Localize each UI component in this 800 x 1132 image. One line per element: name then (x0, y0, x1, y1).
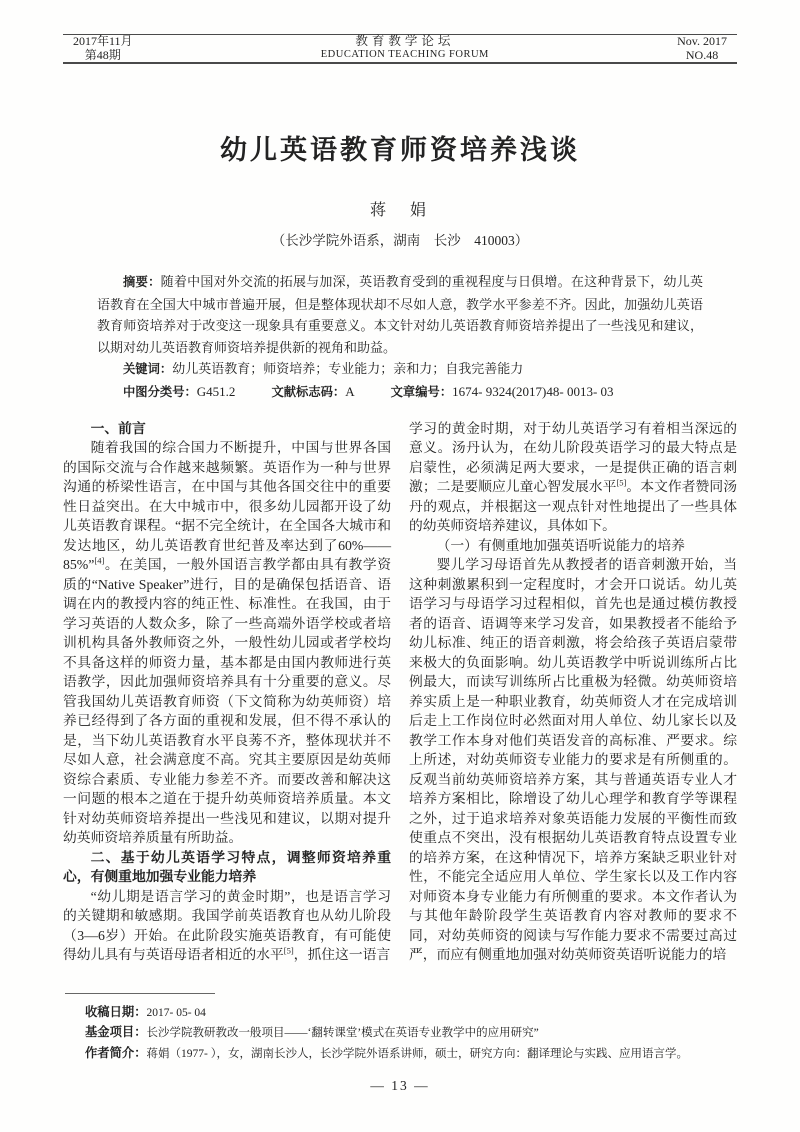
header-issue-en (677, 34, 727, 62)
journal-title-en: EDUCATION TEACHING FORUM (320, 49, 489, 60)
header-issue-cn (73, 34, 133, 62)
journal-header (63, 34, 737, 64)
header-date-en: Nov. 2017 (677, 34, 727, 48)
section-2-text-a: “幼儿期是语言学习的黄金时期”，也是语言学习的关键期和敏感期。我国学前英语教育也从幼儿阶段（3—6岁）开始。在此阶段实施英语教育，有可能使得幼儿具有与英语母语者相近的水平 (63, 888, 391, 963)
fund-project-label: 基金项目： (85, 1025, 147, 1040)
author-affiliation: （长沙学院外语系，湖南 长沙 410003） (271, 233, 529, 248)
journal-title-block (321, 34, 489, 62)
left-column (63, 419, 391, 977)
footnote-bio (85, 1044, 737, 1065)
article-id-label: 文章编号： (390, 384, 453, 399)
section-1-text-a: 随着我国的综合国力不断提升，中国与世界各国的国际交流与合作越来越频繁。英语作为一种与世界沟通的桥梁性语言，在中国与其他各国交往中的重要性日益突出。在大中城市中，很多幼儿园都开设了幼儿英语教育课程。“据不完全统计，在全国各大城市和发达地区，幼儿英语教育世纪普及率达到了60%——85%” (63, 440, 391, 573)
author-name: 蒋 娟 (369, 202, 430, 219)
page-number: — 13 — (370, 1078, 430, 1094)
citation-mark: [4] (94, 555, 105, 566)
header-issue-number-en: NO.48 (685, 48, 719, 62)
clc-label: 中图分类号： (123, 384, 197, 399)
doc-code-value: A (345, 383, 355, 399)
article-title: 幼儿英语教育师资培养浅谈 (220, 135, 580, 165)
abstract-paragraph (97, 271, 703, 358)
section-1-paragraph (63, 438, 391, 848)
section-2-text-b: ，抓住这一语言 (293, 947, 391, 963)
footnote-fund (85, 1023, 737, 1044)
footnote-divider (65, 993, 215, 994)
clc-value: G451.2 (196, 383, 236, 399)
continued-text-b: 。本文作者赞同汤丹的观点，并根据这一观点针对性地提出了一些具体的幼英师资培养建议，具体如下。 (409, 479, 738, 534)
author-bio-value: 蒋娟（1977- ），女，湖南长沙人，长沙学院外语系讲师，硕士，研究方向：翻译理论与实践、应用语言学。 (146, 1047, 688, 1060)
doc-code-pair (271, 384, 354, 399)
journal-title-cn: 教育教学论坛 (355, 34, 455, 48)
subsection-paragraph: 婴儿学习母语首先从教授者的语音刺激开始，当这种刺激累积到一定程度时，才会开口说话。幼儿英语学习与母语学习过程相似，首先也是通过模仿教授者的语音、语调等来学习发音，如果教授者不能给予幼儿标准、纯正的语音刺激，将会给孩子英语启蒙带来极大的负面影响。幼儿英语教学中听说训练所占比例最大，而读写训练所占比重极为轻微。幼英师资培养实质上是一种职业教育，幼英师资人才在完成培训后走上工作岗位时必然面对用人单位、幼儿家长以及教学工作本身对他们英语发音的高标准、严要求。综上所述，对幼英师资专业能力的要求是有所侧重的。反观当前幼英师资培养方案，其与普通英语专业人才培养方案相比，除增设了幼儿心理学和教育学等课程之外，过于追求培养对象英语能力发展的平衡性而致使重点不突出，没有根据幼儿英语教育特点设置专业的培养方案，在这种情况下，培养方案缺乏职业针对性，不能完全适应用人单位、学生家长以及工作内容对师资本身专业能力有所侧重的要求。本文作者认为与其他年龄阶段学生英语教育内容对教师的要求不同，对幼英师资的阅读与写作能力要求不需要过高过严，而应有侧重地加强对幼英师资英语听说能力的培 (409, 557, 737, 963)
abstract-label: 摘要： (123, 275, 161, 289)
fund-project-value: 长沙学院教研教改一般项目——‘翻转课堂’模式在英语专业教学中的应用研究” (146, 1027, 539, 1040)
citation-mark: [5] (283, 945, 294, 956)
header-issue-number-cn: 第48期 (84, 48, 121, 62)
subsection-heading-1: （一）有侧重地加强英语听说能力的培养 (436, 537, 685, 553)
section-1-text-b: 。在美国，一般外国语言教学都由具有教学资质的“Native Speaker”进行，目的是确保包括语音、语调在内的教授内容的纯正性、标准性。在我国，由于学习英语的人数众多，除了一些高端外语学校或者培训机构具备外教师资之外，一般性幼儿园或者学校均不具备这样的师资力量，基本都是由国内教师进行英语教学，因此加强师资培养具有十分重要的意义。尽管我国幼儿英语教育师资（下文简称为幼英师资）培养已经得到了各方面的重视和发展，但不得不承认的是，当下幼儿英语教育水平良莠不齐，整体现状并不尽如人意，社会满意度不高。究其主要原因是幼英师资综合素质、专业能力参差不齐。而要改善和解决这一问题的根本之道在于提升幼英师资培养质量。本文针对幼英师资培养提出一些浅见和建议，以期对提升幼英师资培养质量有所助益。 (63, 557, 391, 846)
section-heading-2: 二、基于幼儿英语学习特点，调整师资培养重心，有侧重地加强专业能力培养 (63, 849, 391, 885)
received-date-value: 2017- 05- 04 (146, 1006, 206, 1019)
classification-line (97, 381, 703, 404)
abstract-text: 随着中国对外交流的拓展与加深，英语教育受到的重视程度与日俱增。在这种背景下，幼儿英语教育在全国大中城市普遍开展，但是整体现状却不尽如人意，教学水平参差不齐。因此，加强幼儿英语教育师资培养对于改变这一现象具有重要意义。本文针对幼儿英语教育师资培养提出了一些浅见和建议，以期对幼儿英语教育师资培养提供新的视角和助益。 (97, 274, 703, 355)
keywords-text: 幼儿英语教育；师资培养；专业能力；亲和力；自我完善能力 (172, 361, 524, 377)
continued-text-a: 学习的黄金时期，对于幼儿英语学习有着相当深远的意义。汤丹认为，在幼儿阶段英语学习的最大特点是启蒙性，必须满足两大要求，一是提供正确的语言刺激；二是要顺应儿童心智发展水平 (409, 420, 737, 495)
clc-pair (123, 384, 235, 399)
section-2-paragraph (63, 887, 391, 965)
continued-paragraph (409, 419, 737, 536)
citation-mark: [5] (616, 477, 627, 488)
right-column (409, 419, 737, 977)
footnote-received (85, 1003, 737, 1024)
author-bio-label: 作者简介： (85, 1045, 147, 1060)
footnotes-block (63, 1003, 737, 1065)
section-heading-1: 一、前言 (90, 420, 146, 436)
header-date-cn: 2017年11月 (73, 34, 133, 48)
keywords-label: 关键词： (123, 362, 173, 377)
article-id-value: 1674- 9324(2017)48- 0013- 03 (452, 383, 614, 399)
received-date-label: 收稿日期： (85, 1004, 147, 1019)
keywords-paragraph (97, 358, 703, 381)
doc-code-label: 文献标志码： (271, 384, 346, 399)
abstract-block (97, 271, 703, 404)
body-columns (63, 419, 737, 977)
article-id-pair (391, 384, 614, 399)
